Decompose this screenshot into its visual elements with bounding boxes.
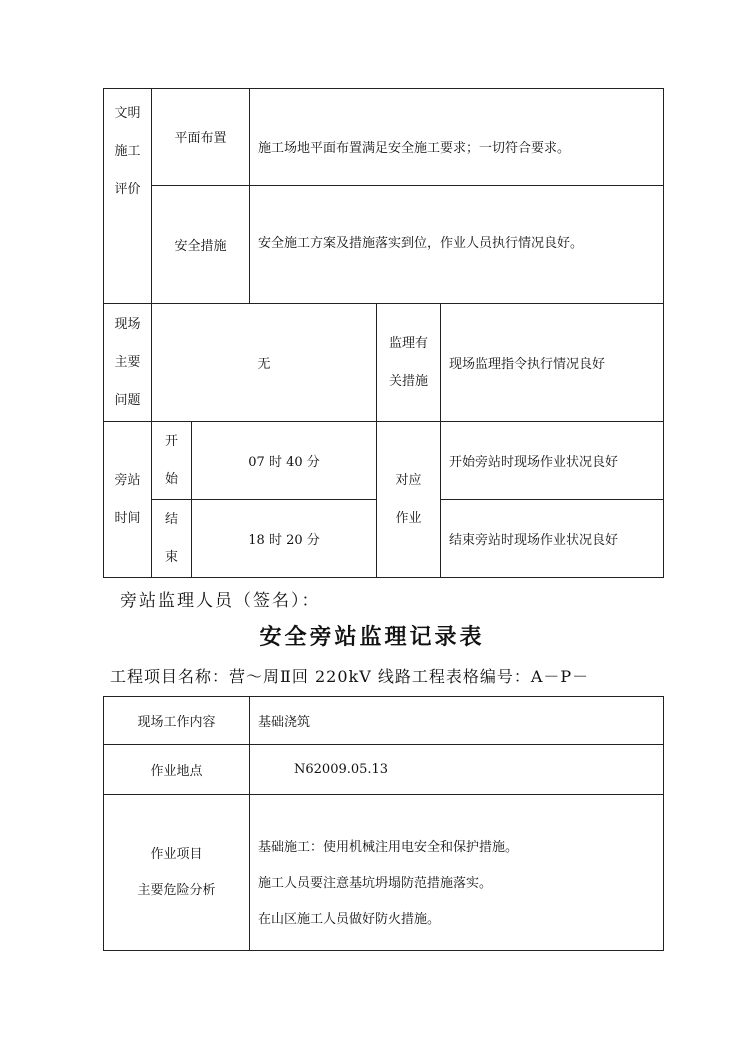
issues-label-cell: [104, 304, 152, 422]
supervision-label-2: 关措施: [389, 373, 429, 389]
corr-label-1: 对应: [395, 472, 422, 488]
hazard-label-2: 主要危险分析: [137, 882, 216, 898]
civil-eval-label-2: 施工: [114, 144, 141, 159]
corr-label-cell: [377, 422, 441, 578]
layout-value: 施工场地平面布置满足安全施工要求；一切符合要求。: [250, 89, 664, 186]
issues-value: 无: [152, 304, 377, 422]
end-label-cell: [152, 500, 192, 578]
hazard-label-1: 作业项目: [150, 846, 203, 862]
hazard-lines-cell: [250, 795, 664, 951]
hazard-line-3: 在山区施工人员做好防火措施。: [258, 911, 441, 927]
end-label-2: 束: [164, 549, 178, 565]
issues-label-3: 问题: [114, 392, 141, 408]
civil-eval-label-cell: [104, 89, 152, 304]
end-time: 18 时 20 分: [192, 500, 377, 578]
hazard-label-cell: [104, 795, 250, 951]
signature-line: 旁站监理人员（签名）：: [120, 591, 321, 611]
hazard-line-2: 施工人员要注意基坑坍塌防范措施落实。: [258, 875, 493, 891]
time-label-cell: [104, 422, 152, 578]
project-name-line: 工程项目名称：营～周Ⅱ回 220kV 线路工程表格编号：A－P－: [110, 667, 590, 686]
civil-eval-label-3: 评价: [114, 182, 141, 197]
start-status: 开始旁站时现场作业状况良好: [441, 422, 664, 500]
location-value: N62009.05.13: [250, 745, 664, 795]
corr-label-2: 作业: [395, 510, 422, 526]
work-content-label: 现场工作内容: [104, 697, 250, 745]
hazard-line-1: 基础施工：使用机械注用电安全和保护措施。: [258, 839, 519, 855]
end-label-1: 结: [164, 511, 178, 527]
supervision-label-1: 监理有: [389, 335, 429, 351]
location-label: 作业地点: [104, 745, 250, 795]
safety-record-table: [103, 696, 664, 951]
start-label-2: 始: [164, 471, 178, 487]
supervision-value: 现场监理指令执行情况良好: [441, 304, 664, 422]
time-label-2: 时间: [114, 510, 141, 526]
issues-label-1: 现场: [114, 316, 141, 332]
work-content-value: 基础浇筑: [250, 697, 664, 745]
supervision-label-cell: [377, 304, 441, 422]
start-label-cell: [152, 422, 192, 500]
start-time: 07 时 40 分: [192, 422, 377, 500]
inspection-table-top: [103, 88, 664, 578]
issues-label-2: 主要: [114, 354, 141, 370]
start-label-1: 开: [164, 433, 178, 449]
safety-value: 安全施工方案及措施落实到位，作业人员执行情况良好。: [250, 186, 664, 304]
layout-label: 平面布置: [152, 89, 250, 186]
page-title: 安全旁站监理记录表: [259, 624, 485, 650]
time-label-1: 旁站: [114, 472, 141, 488]
safety-label: 安全措施: [152, 186, 250, 304]
civil-eval-label-1: 文明: [114, 106, 141, 121]
end-status: 结束旁站时现场作业状况良好: [441, 500, 664, 578]
